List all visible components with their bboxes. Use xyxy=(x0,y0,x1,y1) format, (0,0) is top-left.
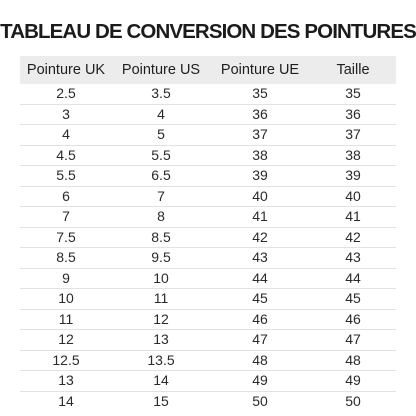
cell-uk-size: 7.5 xyxy=(56,228,76,245)
table-body xyxy=(20,84,396,411)
cell-uk-size: 14 xyxy=(58,392,74,409)
cell-us-size: 4 xyxy=(157,105,165,122)
table-row xyxy=(20,207,396,228)
page-title: TABLEAU DE CONVERSION DES POINTURES xyxy=(0,20,416,43)
cell-size: 35 xyxy=(345,85,361,102)
table-row xyxy=(20,145,396,166)
table-row xyxy=(20,186,396,207)
cell-size: 50 xyxy=(345,392,361,409)
cell-size: 42 xyxy=(345,228,361,245)
cell-eu-size: 35 xyxy=(252,85,268,102)
cell-size: 36 xyxy=(345,105,361,122)
cell-size: 46 xyxy=(345,310,361,327)
cell-eu-size: 38 xyxy=(252,146,268,163)
header-uk-size: Pointure UK xyxy=(20,56,112,84)
cell-eu-size: 37 xyxy=(252,126,268,143)
cell-us-size: 11 xyxy=(153,290,169,307)
cell-uk-size: 2.5 xyxy=(56,85,76,102)
cell-uk-size: 5.5 xyxy=(56,167,76,184)
table-row xyxy=(20,350,396,371)
table-row xyxy=(20,248,396,269)
cell-eu-size: 47 xyxy=(252,331,268,348)
cell-eu-size: 44 xyxy=(252,269,268,286)
cell-us-size: 5 xyxy=(157,126,165,143)
cell-size: 44 xyxy=(345,269,361,286)
cell-uk-size: 11 xyxy=(58,310,74,327)
cell-eu-size: 43 xyxy=(252,249,268,266)
cell-us-size: 9.5 xyxy=(151,249,171,266)
cell-eu-size: 39 xyxy=(252,167,268,184)
cell-size: 38 xyxy=(345,146,361,163)
cell-us-size: 8 xyxy=(157,208,165,225)
cell-uk-size: 4.5 xyxy=(56,146,76,163)
cell-uk-size: 12.5 xyxy=(52,351,80,368)
table-row xyxy=(20,391,396,411)
cell-eu-size: 41 xyxy=(252,208,268,225)
cell-uk-size: 9 xyxy=(62,269,70,286)
header-eu-size: Pointure UE xyxy=(210,56,310,84)
table-row xyxy=(20,84,396,104)
cell-us-size: 13.5 xyxy=(147,351,175,368)
cell-uk-size: 12 xyxy=(58,331,74,348)
table-row xyxy=(20,289,396,310)
cell-size: 41 xyxy=(345,208,361,225)
table-row xyxy=(20,268,396,289)
cell-eu-size: 49 xyxy=(252,372,268,389)
cell-eu-size: 40 xyxy=(252,187,268,204)
cell-size: 43 xyxy=(345,249,361,266)
cell-size: 37 xyxy=(345,126,361,143)
header-us-size: Pointure US xyxy=(112,56,210,84)
cell-uk-size: 8.5 xyxy=(56,249,76,266)
table-row xyxy=(20,104,396,125)
cell-uk-size: 6 xyxy=(62,187,70,204)
table-row xyxy=(20,166,396,187)
cell-size: 40 xyxy=(345,187,361,204)
cell-us-size: 8.5 xyxy=(151,228,171,245)
cell-us-size: 10 xyxy=(153,269,169,286)
cell-us-size: 7 xyxy=(157,187,165,204)
cell-eu-size: 50 xyxy=(252,392,268,409)
cell-size: 48 xyxy=(345,351,361,368)
cell-uk-size: 3 xyxy=(62,105,70,122)
cell-us-size: 12 xyxy=(153,310,169,327)
cell-size: 45 xyxy=(345,290,361,307)
cell-eu-size: 46 xyxy=(252,310,268,327)
cell-eu-size: 48 xyxy=(252,351,268,368)
table-row xyxy=(20,330,396,351)
cell-uk-size: 10 xyxy=(58,290,74,307)
cell-us-size: 14 xyxy=(153,372,169,389)
cell-eu-size: 42 xyxy=(252,228,268,245)
cell-size: 49 xyxy=(345,372,361,389)
cell-eu-size: 36 xyxy=(252,105,268,122)
table-row xyxy=(20,125,396,146)
table-row xyxy=(20,371,396,392)
cell-us-size: 3.5 xyxy=(151,85,171,102)
cell-us-size: 15 xyxy=(153,392,169,409)
cell-uk-size: 7 xyxy=(62,208,70,225)
table-row xyxy=(20,309,396,330)
cell-size: 39 xyxy=(345,167,361,184)
cell-us-size: 13 xyxy=(153,331,169,348)
size-conversion-table xyxy=(20,56,396,411)
cell-uk-size: 4 xyxy=(62,126,70,143)
cell-uk-size: 13 xyxy=(58,372,74,389)
cell-eu-size: 45 xyxy=(252,290,268,307)
cell-us-size: 5.5 xyxy=(151,146,171,163)
cell-size: 47 xyxy=(345,331,361,348)
header-size: Taille xyxy=(310,56,396,84)
table-row xyxy=(20,227,396,248)
table-header-row xyxy=(20,56,396,84)
cell-us-size: 6.5 xyxy=(151,167,171,184)
